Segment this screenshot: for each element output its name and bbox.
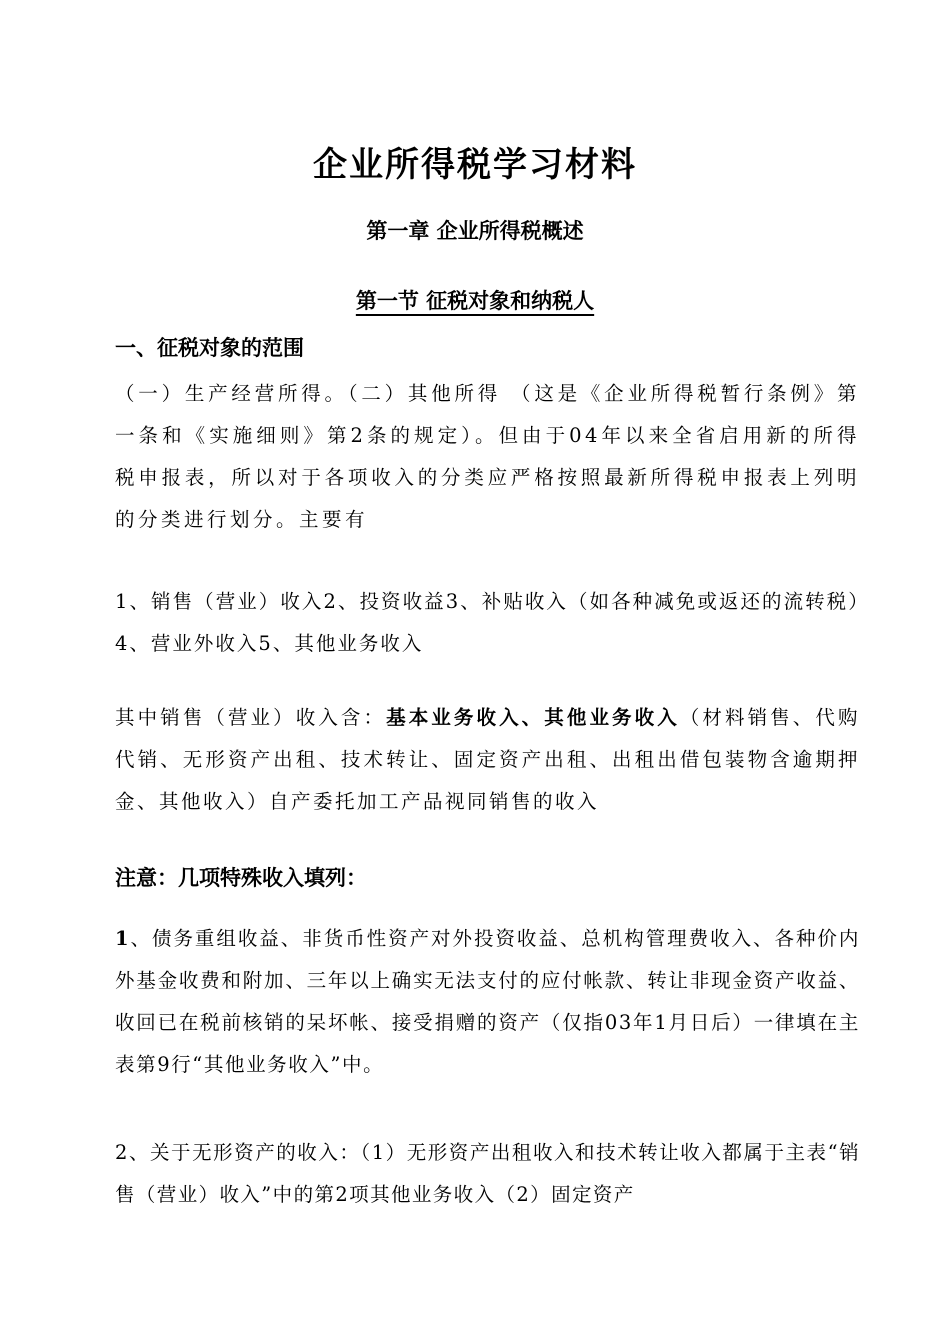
sales-income-prefix: 其中销售（营业）收入含： — [115, 706, 387, 729]
sales-income-bold: 基本业务收入、其他业务收入 — [386, 706, 680, 729]
special-income-number: 1 — [115, 927, 131, 950]
section-heading-text: 第一节 征税对象和纳税人 — [355, 288, 595, 313]
note-heading: 注意：几项特殊收入填列： — [115, 865, 367, 890]
paragraph-special-income-1 — [115, 918, 860, 1086]
section-heading — [0, 283, 950, 319]
paragraph-income-categories: （一）生产经营所得。（二）其他所得 （这是《企业所得税暂行条例》第一条和《实施细则》第2条的规定）。但由于04年以来全省启用新的所得税申报表，所以对于各项收入的分类应严格按照最新所得税申报表上列明的分类进行划分。主要有 — [115, 382, 860, 531]
paragraph-special-income-2: 2、关于无形资产的收入：（1）无形资产出租收入和技术转让收入都属于主表“销售（营业）收入”中的第2项其他业务收入（2）固定资产 — [115, 1141, 860, 1206]
special-income-text: 、债务重组收益、非货币性资产对外投资收益、总机构管理费收入、各种价内外基金收费和附加、三年以上确实无法支付的应付帐款、转让非现金资产收益、收回已在税前核销的呆坏帐、接受捐赠的资产（仅指03年1月日后）一律填在主表第9行“其他业务收入”中。 — [115, 927, 860, 1076]
sales-income-suffix: （材料销售、代购代销、无形资产出租、技术转让、固定资产出租、出租出借包装物含逾期押金、其他收入）自产委托加工产品视同销售的收入 — [115, 706, 860, 813]
paragraph-sales-income — [115, 697, 860, 823]
subsection-heading: 一、征税对象的范围 — [115, 335, 304, 360]
chapter-heading: 第一章 企业所得税概述 — [366, 218, 584, 243]
document-title: 企业所得税学习材料 — [313, 145, 637, 185]
paragraph-income-list: 1、销售（营业）收入2、投资收益3、补贴收入（如各种减免或返还的流转税）4、营业外收入5、其他业务收入 — [115, 590, 860, 655]
